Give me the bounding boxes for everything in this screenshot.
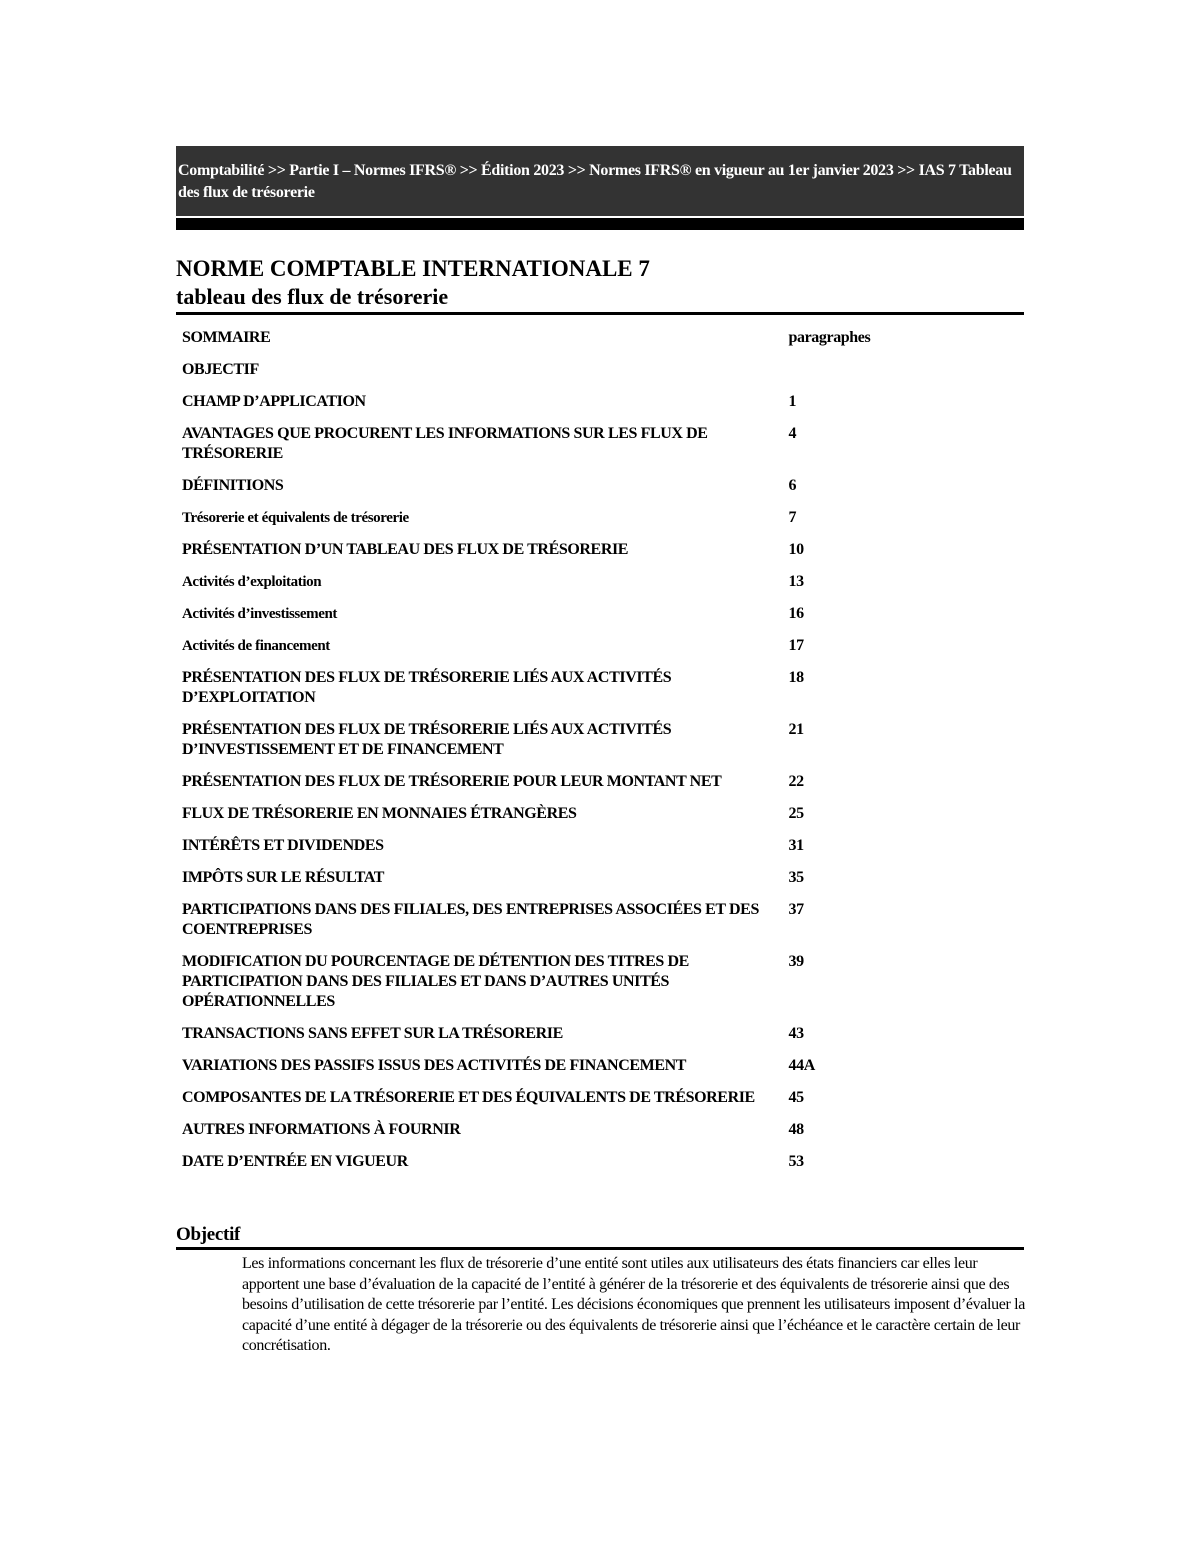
- toc-row-label: PRÉSENTATION DES FLUX DE TRÉSORERIE POUR LEUR MONTANT NET: [182, 773, 722, 790]
- toc-row: [176, 566, 1024, 598]
- toc-row: [176, 534, 1024, 566]
- toc-row-para: 48: [788, 1121, 804, 1138]
- toc-row-para: 35: [788, 869, 804, 886]
- toc-row-para: 22: [788, 773, 804, 790]
- toc-row: [176, 798, 1024, 830]
- toc-row-label: AVANTAGES QUE PROCURENT LES INFORMATIONS SUR LES FLUX DE TRÉSORERIE: [182, 425, 708, 462]
- toc-row: [176, 354, 1024, 386]
- toc-row: [176, 862, 1024, 894]
- toc-row-para: 13: [788, 573, 804, 590]
- toc-row: [176, 662, 1024, 714]
- toc-row-label: Activités de financement: [182, 638, 330, 654]
- toc-row-label: PRÉSENTATION DES FLUX DE TRÉSORERIE LIÉS AUX ACTIVITÉS D’EXPLOITATION: [182, 669, 672, 706]
- toc-header-label: SOMMAIRE: [182, 329, 271, 346]
- toc-row-label: OBJECTIF: [182, 361, 259, 378]
- toc-row-para: 53: [788, 1153, 804, 1170]
- toc-row: [176, 598, 1024, 630]
- breadcrumb-divider: [176, 218, 1024, 230]
- toc-row-para: 7: [788, 509, 797, 526]
- toc-row-label: Activités d’investissement: [182, 606, 337, 622]
- toc-row-label: DÉFINITIONS: [182, 477, 284, 494]
- toc-row-label: PRÉSENTATION D’UN TABLEAU DES FLUX DE TRÉSORERIE: [182, 541, 629, 558]
- breadcrumb-text: Comptabilité >> Partie I – Normes IFRS® >> Édition 2023 >> Normes IFRS® en vigueur au 1er janvier 2023 >> IAS 7 Tableau des flux de trésorerie: [178, 162, 1012, 201]
- toc-row-para: 45: [788, 1089, 804, 1106]
- toc-row-para: 43: [788, 1025, 804, 1042]
- toc-row-para: 25: [788, 805, 804, 822]
- toc-row: [176, 946, 1024, 1018]
- toc-row-para: [783, 354, 1025, 386]
- toc-row-para: 37: [788, 901, 804, 918]
- toc-row-label: CHAMP D’APPLICATION: [182, 393, 366, 410]
- breadcrumb: [176, 146, 1024, 216]
- toc-row: [176, 714, 1024, 766]
- section-heading-objectif: Objectif: [176, 1224, 241, 1245]
- toc-row-label: COMPOSANTES DE LA TRÉSORERIE ET DES ÉQUIVALENTS DE TRÉSORERIE: [182, 1089, 755, 1106]
- toc-row-label: DATE D’ENTRÉE EN VIGUEUR: [182, 1153, 408, 1170]
- toc-row: [176, 470, 1024, 502]
- objectif-paragraph: Les informations concernant les flux de trésorerie d’une entité sont utiles aux utilisateurs des états financiers car elles leur apportent une base d’évaluation de la capacité de l’entité à générer de la trésorerie et des équivalents de trésorerie ainsi que des besoins d’utilisation de cette trésorerie par l’entité. Les décisions économiques que prennent les utilisateurs imposent d’évaluer la capacité d’une entité à dégager de la trésorerie ou des équivalents de trésorerie ainsi que l’échéance et le caractère certain de leur concrétisation.: [242, 1255, 1025, 1354]
- toc-header-row: [176, 322, 1024, 354]
- toc-row-para: 6: [788, 477, 797, 494]
- toc-row-label: Activités d’exploitation: [182, 574, 322, 590]
- toc-row-label: TRANSACTIONS SANS EFFET SUR LA TRÉSORERIE: [182, 1025, 563, 1042]
- toc-row-para: 31: [788, 837, 804, 854]
- toc-row: [176, 1146, 1024, 1178]
- toc-row-para: 17: [788, 637, 804, 654]
- toc-row-label: PRÉSENTATION DES FLUX DE TRÉSORERIE LIÉS AUX ACTIVITÉS D’INVESTISSEMENT ET DE FINANCEMENT: [182, 721, 672, 758]
- page-title: [176, 255, 1024, 311]
- toc-row-para: 18: [788, 669, 804, 686]
- toc-row: [176, 1018, 1024, 1050]
- toc-row-para: 4: [788, 425, 797, 442]
- toc-row: [176, 418, 1024, 470]
- toc-row-label: AUTRES INFORMATIONS À FOURNIR: [182, 1121, 461, 1138]
- toc-row-label: Trésorerie et équivalents de trésorerie: [182, 510, 409, 526]
- toc-row-para: 39: [788, 953, 804, 970]
- toc-row: [176, 386, 1024, 418]
- toc-row: [176, 1114, 1024, 1146]
- toc-row-label: PARTICIPATIONS DANS DES FILIALES, DES ENTREPRISES ASSOCIÉES ET DES COENTREPRISES: [182, 901, 759, 938]
- section-divider: [176, 1247, 1024, 1250]
- toc-row-label: VARIATIONS DES PASSIFS ISSUS DES ACTIVITÉS DE FINANCEMENT: [182, 1057, 687, 1074]
- toc-row-label: INTÉRÊTS ET DIVIDENDES: [182, 837, 384, 854]
- toc-header-para: paragraphes: [788, 329, 871, 346]
- toc-row: [176, 502, 1024, 534]
- toc-row: [176, 830, 1024, 862]
- toc-row: [176, 1082, 1024, 1114]
- title-divider: [176, 312, 1024, 315]
- toc-row-para: 21: [788, 721, 804, 738]
- title-subtitle: tableau des flux de trésorerie: [176, 284, 449, 309]
- toc-row-label: IMPÔTS SUR LE RÉSULTAT: [182, 869, 385, 886]
- toc-row-para: 10: [788, 541, 804, 558]
- toc-row: [176, 766, 1024, 798]
- toc-row-para: 1: [788, 393, 797, 410]
- toc-row-para: 16: [788, 605, 804, 622]
- toc-row-label: MODIFICATION DU POURCENTAGE DE DÉTENTION DES TITRES DE PARTICIPATION DANS DES FILIALES ET DANS D’AUTRES UNITÉS OPÉRATIONNELLES: [182, 953, 689, 1010]
- toc-row-label: FLUX DE TRÉSORERIE EN MONNAIES ÉTRANGÈRES: [182, 805, 577, 822]
- toc-row-para: 44A: [788, 1057, 815, 1074]
- toc-row: [176, 894, 1024, 946]
- table-of-contents: [176, 322, 1024, 1178]
- toc-row: [176, 1050, 1024, 1082]
- title-main: NORME COMPTABLE INTERNATIONALE 7: [176, 256, 650, 281]
- toc-row: [176, 630, 1024, 662]
